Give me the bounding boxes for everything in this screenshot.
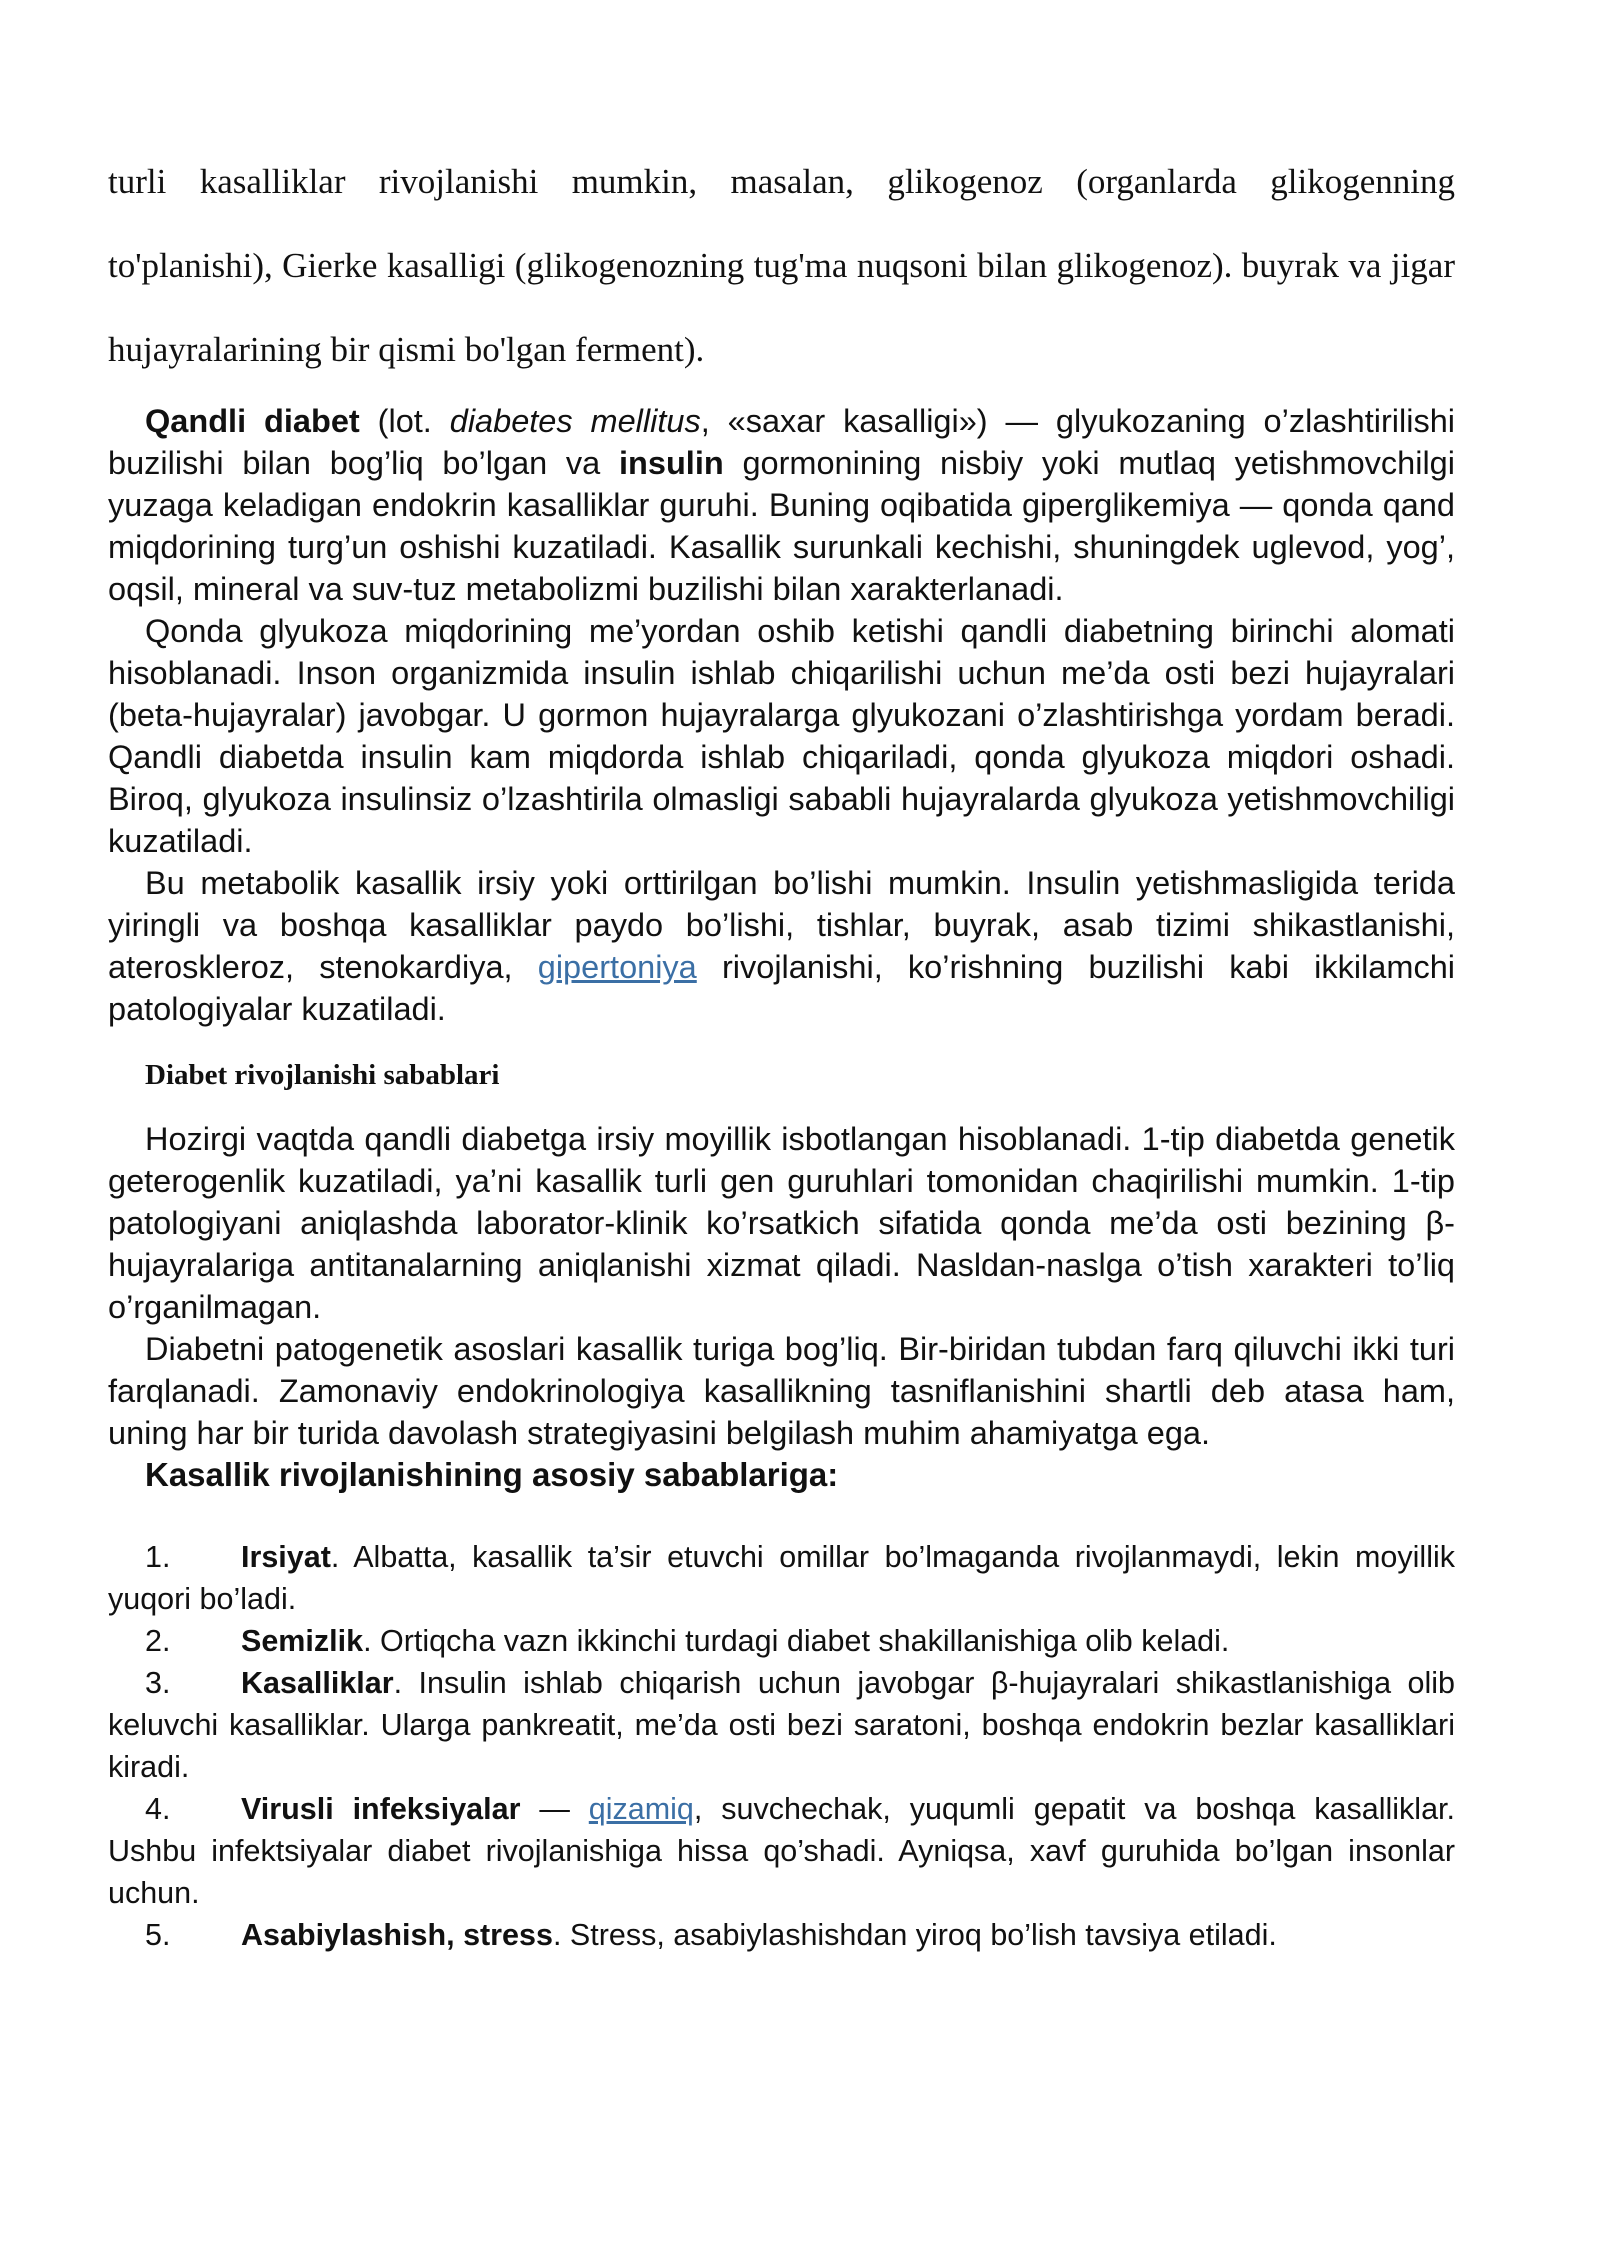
text-fragment: Bu metabolik kasallik irsiy yoki orttirilgan bo’lishi mumkin. Insulin yetishmasligida terida yiringli va boshqa kasalliklar paydo bo’lishi, tishlar, buyrak, asab tizimi shikastlanishi, ateroskleroz, stenokardiya, <box>108 865 1455 985</box>
paragraph-heredity: Hozirgi vaqtda qandli diabetga irsiy moyillik isbotlangan hisoblanadi. 1-tip diabetda genetik geterogenlik kuzatiladi, ya’ni kasallik turli gen guruhlari tomonidan chaqirilishi mumkin. 1-tip patologiyani aniqlashda laborator-klinik ko’rsatkich sifatida qonda me’da osti bezining β-hujayralariga antitanalarning aniqlanishi xizmat qiladi. Nasldan-naslga o’tish xarakteri to’liq o’rganilmagan. <box>108 1121 1455 1325</box>
intro-paragraph: turli kasalliklar rivojlanishi mumkin, masalan, glikogenoz (organlarda glikogenning to'planishi), Gierke kasalligi (glikogenozning tug'ma nuqsoni bilan glikogenoz). buyrak va jigar hujayralarining bir qismi bo'lgan ferment). <box>108 162 1455 369</box>
list-item <box>108 1620 1455 1662</box>
term-qandli-diabet: Qandli diabet <box>145 403 360 439</box>
list-item <box>108 1788 1455 1914</box>
list-number: 5. <box>145 1918 171 1952</box>
section-subheading: Diabet rivojlanishi sabablari <box>145 1059 500 1091</box>
list-item <box>108 1536 1455 1620</box>
list-item-text: . Stress, asabiylashishdan yiroq bo’lish tavsiya etiladi. <box>552 1918 1277 1952</box>
list-item-title: Asabiylashish, stress <box>241 1918 553 1952</box>
list-item-text: . Insulin ishlab chiqarish uchun javobgar β-hujayralari shikastlanishiga olib keluvchi kasalliklar. Ularga pankreatit, me’da osti bezi saratoni, boshqa endokrin bezlar kasalliklari kiradi. <box>108 1666 1455 1784</box>
paragraph-symptoms: Qonda glyukoza miqdorining me’yordan oshib ketishi qandli diabetning birinchi alomati hisoblanadi. Inson organizmida insulin ishlab chiqarilishi uchun me’da osti bezi hujayralari (beta-hujayralar) javobgar. U gormon hujayralarga glyukozani o’zlashtirishga yordam beradi. Qandli diabetda insulin kam miqdorda ishlab chiqariladi, qonda glyukoza miqdori oshadi. Biroq, glyukoza insulinsiz o’lzashtirila olmasligi sababli hujayralarda glyukoza yetishmovchiligi kuzatiladi. <box>108 613 1455 859</box>
list-item-dash: — <box>520 1792 589 1826</box>
text-fragment: gormonining nisbiy yoki mutlaq yetishmovchilgi yuzaga keladigan endokrin kasalliklar guruhi. Buning oqibatida giperglikemiya — qonda qand miqdorining turg’un oshishi kuzatiladi. Kasallik surunkali kechishi, shuningdek uglevod, yog’, oqsil, mineral va suv-tuz metabolizmi buzilishi bilan xarakterlanadi. <box>108 445 1455 607</box>
list-number: 3. <box>145 1666 171 1700</box>
list-item-title: Virusli infeksiyalar <box>241 1792 521 1826</box>
text-fragment: , «saxar kasalligi») — glyukozaning o’zlashtirilishi buzilishi bilan bog’liq bo’lgan va <box>108 403 1455 481</box>
list-item <box>108 1662 1455 1788</box>
link-gipertoniya[interactable]: gipertoniya <box>537 949 697 985</box>
list-item-text: , suvchechak, yuqumli gepatit va boshqa kasalliklar. Ushbu infektsiyalar diabet rivojlanishiga hissa qo’shadi. Ayniqsa, xavf guruhida bo’lgan insonlar uchun. <box>108 1792 1455 1910</box>
causes-list <box>108 1536 1455 1956</box>
list-item-text: . Ortiqcha vazn ikkinchi turdagi diabet shakillanishiga olib keladi. <box>363 1624 1230 1658</box>
text-fragment: rivojlanishi, ko’rishning buzilishi kabi ikkilamchi patologiyalar kuzatiladi. <box>108 949 1455 1027</box>
list-number: 4. <box>145 1792 171 1826</box>
latin-term: diabetes mellitus <box>449 403 701 439</box>
paragraph-pathogenesis: Diabetni patogenetik asoslari kasallik turiga bog’liq. Bir-biridan tubdan farq qiluvchi ikki turi farqlanadi. Zamonaviy endokrinologiya kasallikning tasniflanishini shartli deb atasa ham, uning har bir turida davolash strategiyasini belgilash muhim ahamiyatga ega. <box>108 1331 1455 1451</box>
list-number: 1. <box>145 1540 171 1574</box>
link-qizamiq[interactable]: qizamiq <box>588 1792 694 1826</box>
list-item <box>108 1914 1455 1956</box>
paragraph-complications <box>108 862 1455 1030</box>
main-body <box>108 400 1455 1956</box>
list-item-title: Semizlik <box>241 1624 364 1658</box>
list-item-title: Irsiyat <box>241 1540 331 1574</box>
causes-heading: Kasallik rivojlanishining asosiy sabablariga: <box>145 1456 839 1493</box>
text-fragment: (lot. <box>359 403 450 439</box>
list-number: 2. <box>145 1624 171 1658</box>
paragraph-definition <box>108 400 1455 610</box>
term-insulin: insulin <box>618 445 724 481</box>
list-item-title: Kasalliklar <box>241 1666 394 1700</box>
list-item-text: . Albatta, kasallik ta’sir etuvchi omillar bo’lmaganda rivojlanmaydi, lekin moyillik yuqori bo’ladi. <box>108 1540 1455 1616</box>
